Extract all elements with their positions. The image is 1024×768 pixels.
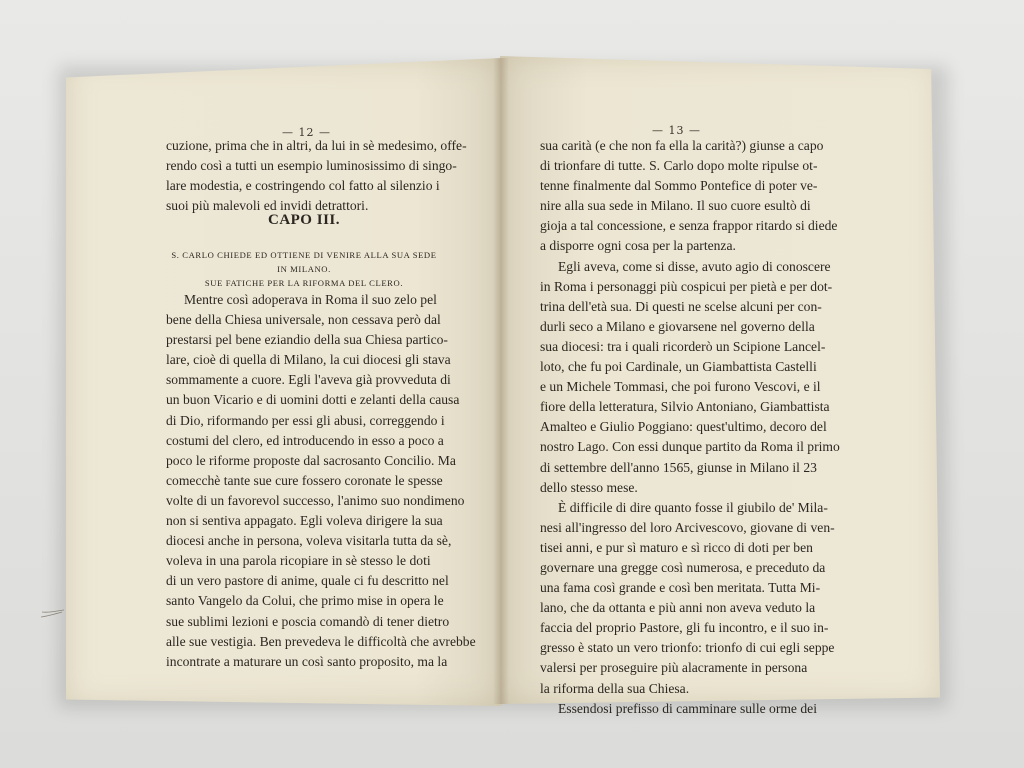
- text-line: fiore della letteratura, Silvio Antoniano, Giambattista: [540, 399, 830, 415]
- text-line: bene della Chiesa universale, non cessava però dal: [166, 312, 441, 328]
- text-line: tenne finalmente dal Sommo Pontefice di poter ve-: [540, 178, 818, 194]
- text-line: poco le riforme proposte dal sacrosanto Concilio. Ma: [166, 452, 456, 468]
- text-line: e un Michele Tommasi, che poi furono Vescovi, e il: [540, 379, 821, 395]
- text-line: alle sue vestigia. Ben prevedeva le difficoltà che avrebbe: [166, 633, 476, 649]
- text-line: lare modestia, e costringendo col fatto al silenzio i: [166, 178, 440, 194]
- chapter-summary-line: S. CARLO CHIEDE ED OTTIENE DI VENIRE ALLA SUA SEDE IN MILANO.: [171, 250, 437, 274]
- text-line: lare, cioè di quella di Milano, la cui diocesi gli stava: [166, 352, 451, 368]
- text-line: rendo così a tutti un esempio luminosissimo di singo-: [166, 158, 457, 174]
- chapter-summary-line: SUE FATICHE PER LA RIFORMA DEL CLERO.: [204, 278, 404, 288]
- text-line: nostro Lago. Con essi dunque partito da Roma il primo: [540, 439, 840, 455]
- text-line: costumi del clero, ed introducendo in esso a poco a: [166, 432, 444, 448]
- text-line: Essendosi prefisso di camminare sulle orme dei: [558, 700, 817, 716]
- text-line: Mentre così adoperava in Roma il suo zelo pel: [184, 292, 437, 307]
- text-line: lano, che da ottanta e più anni non aveva veduto la: [540, 600, 816, 616]
- left-body-text: [166, 290, 476, 672]
- text-line: la riforma della sua Chiesa.: [540, 680, 690, 696]
- text-line: gresso è stato un vero trionfo: trionfo di cui egli seppe: [540, 640, 835, 656]
- text-line: faccia del proprio Pastore, gli fu incontro, e il suo in-: [540, 620, 829, 636]
- text-line: di Dio, riformando per essi gli abusi, correggendo i: [166, 412, 445, 428]
- text-line: comecchè tante sue cure fossero coronate le spesse: [166, 472, 443, 488]
- text-line: voleva in una parola ricopiare in sè stesso le doti: [166, 553, 431, 569]
- text-line: valersi per proseguire più alacramente in persona: [540, 660, 808, 676]
- left-page-number: — 12 —: [282, 126, 331, 139]
- text-line: sommamente a cuore. Egli l'aveva già provveduta di: [166, 372, 451, 388]
- text-line: diocesi anche in persona, voleva visitarla tutta da sè,: [166, 533, 452, 549]
- text-line: prestarsi pel bene eziandio della sua Chiesa partico-: [166, 332, 448, 348]
- text-line: nire alla sua sede in Milano. Il suo cuore esultò di: [540, 198, 811, 214]
- text-line: nesi all'ingresso del loro Arcivescovo, giovane di ven-: [540, 519, 835, 535]
- right-page-number: — 13 —: [652, 124, 701, 137]
- text-line: di trionfare di tutte. S. Carlo dopo molte ripulse ot-: [540, 158, 818, 174]
- book-gutter: [493, 58, 509, 704]
- text-line: È difficile di dire quanto fosse il giubilo de' Mila-: [558, 499, 828, 515]
- text-line: sue sublimi lezioni e poscia comandò di tener dietro: [166, 613, 450, 629]
- text-line: non si sentiva appagato. Egli voleva dirigere la sua: [166, 513, 443, 529]
- text-line: in Roma i personaggi più cospicui per pietà e per dot-: [540, 278, 833, 294]
- text-line: una fama così grande e così ben meritata. Tutta Mi-: [540, 580, 821, 596]
- text-line: loto, che fu poi Cardinale, un Giambattista Castelli: [540, 359, 817, 375]
- left-top-paragraph: [166, 136, 467, 216]
- text-line: gioja a tal concessione, e senza frappor ritardo si diede: [540, 218, 838, 234]
- text-line: sua diocesi: tra i quali ricorderò un Scipione Lancel-: [540, 338, 826, 354]
- text-line: durli seco a Milano e giovarsene nel governo della: [540, 318, 815, 334]
- loose-thread-icon: [40, 608, 64, 618]
- text-line: suoi più malevoli ed invidi detrattori.: [166, 198, 369, 214]
- text-line: governare una gregge così numerosa, e preceduto da: [540, 559, 826, 575]
- text-line: di settembre dell'anno 1565, giunse in Milano il 23: [540, 459, 817, 475]
- text-line: cuzione, prima che in altri, da lui in sè medesimo, offe-: [166, 138, 467, 153]
- text-line: dello stesso mese.: [540, 479, 638, 495]
- text-line: sua carità (e che non fa ella la carità?) giunse a capo: [540, 138, 824, 153]
- text-line: tisei anni, e pur sì maturo e sì ricco di doti per ben: [540, 539, 813, 555]
- text-line: Egli aveva, come si disse, avuto agio di conoscere: [558, 258, 831, 274]
- chapter-title: CAPO III.: [267, 212, 340, 228]
- text-line: di un vero pastore di anime, quale ci fu descritto nel: [166, 573, 449, 589]
- text-line: volte di un favorevol successo, l'animo suo nondimeno: [166, 492, 465, 508]
- text-line: Amalteo e Giulio Poggiano: quest'ultimo, decoro del: [540, 419, 827, 435]
- text-line: un buon Vicario e di uomini dotti e zelanti della causa: [166, 392, 460, 408]
- text-line: trina dell'età sua. Di questi ne scelse alcuni per con-: [540, 298, 822, 314]
- chapter-summary: [166, 248, 442, 290]
- text-line: santo Vangelo da Colui, che primo mise in opera le: [166, 593, 444, 609]
- right-body-text: [540, 136, 840, 719]
- text-line: incontrate a maturare un così santo proposito, ma la: [166, 653, 448, 669]
- text-line: a disporre ogni cosa per la partenza.: [540, 238, 736, 254]
